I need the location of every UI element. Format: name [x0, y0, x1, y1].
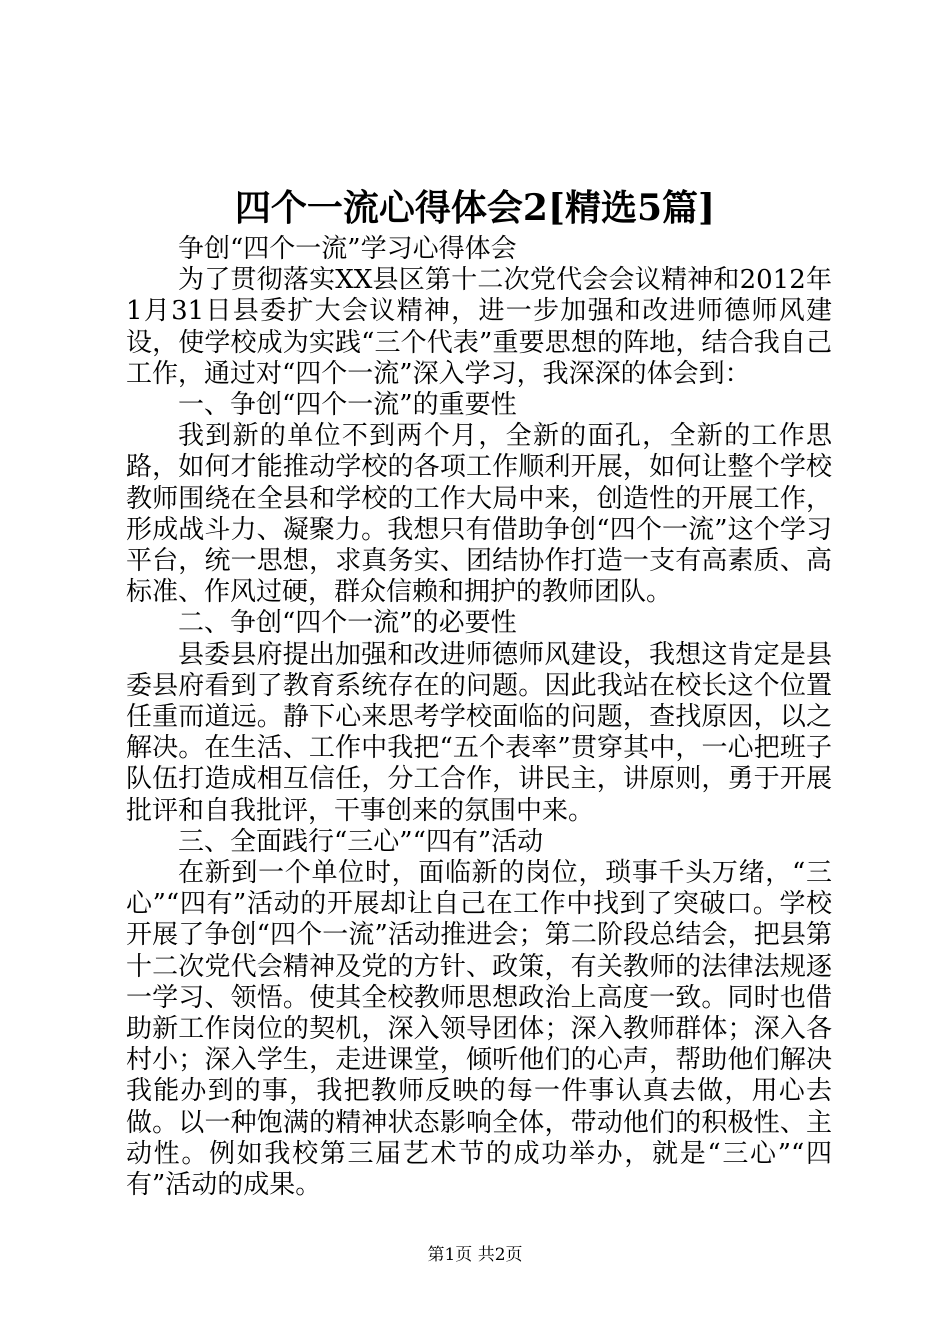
section-heading-2: 二、争创“四个一流”的必要性	[178, 608, 517, 639]
paragraph-subtitle: 争创“四个一流”学习心得体会	[178, 234, 517, 264]
paragraph-section-2: 县委县府提出加强和改进师德师风建设，我想这肯定是县委县府看到了教育系统存在的问题。因此我站在校长这个位置任重而道远。静下心来思考学校面临的问题，查找原因，以之解决。在生活、工作中我把“五个表率”贯穿其中，一心把班子队伍打造成相互信任，分工合作，讲民主，讲原则，勇于开展批评和自我批评，干事创来的氛围中来。	[126, 639, 832, 826]
paragraph-intro: 为了贯彻落实XX县区第十二次党代会会议精神和2012年1月31日县委扩大会议精神，进一步加强和改进师德师风建设，使学校成为实践“三个代表”重要思想的阵地，结合我自己工作，通过对“四个一流”深入学习，我深深的体会到：	[126, 265, 832, 389]
section-heading-3: 三、全面践行“三心”“四有”活动	[178, 826, 544, 857]
paragraph-section-1: 我到新的单位不到两个月，全新的面孔，全新的工作思路，如何才能推动学校的各项工作顺利开展，如何让整个学校教师围绕在全县和学校的工作大局中来，创造性的开展工作，形成战斗力、凝聚力。我想只有借助争创“四个一流”这个学习平台，统一思想，求真务实、团结协作打造一支有高素质、高标准、作风过硬，群众信赖和拥护的教师团队。	[126, 421, 832, 608]
paragraph-section-3: 在新到一个单位时，面临新的岗位，琐事千头万绪，“三心”“四有”活动的开展却让自己在工作中找到了突破口。学校开展了争创“四个一流”活动推进会；第二阶段总结会，把县第十二次党代会精神及党的方针、政策，有关教师的法律法规逐一学习、领悟。使其全校教师思想政治上高度一致。同时也借助新工作岗位的契机，深入领导团体；深入教师群体；深入各村小；深入学生，走进课堂，倾听他们的心声，帮助他们解决我能办到的事，我把教师反映的每一件事认真去做，用心去做。以一种饱满的精神状态影响全体，带动他们的积极性、主动性。例如我校第三届艺术节的成功举办，就是“三心”“四有”活动的成果。	[126, 858, 832, 1201]
document-body	[126, 234, 832, 1201]
document-title: 四个一流心得体会2[精选5篇]	[234, 187, 716, 229]
section-heading-1: 一、争创“四个一流”的重要性	[178, 390, 517, 421]
page-footer: 第1页 共2页	[427, 1245, 523, 1265]
